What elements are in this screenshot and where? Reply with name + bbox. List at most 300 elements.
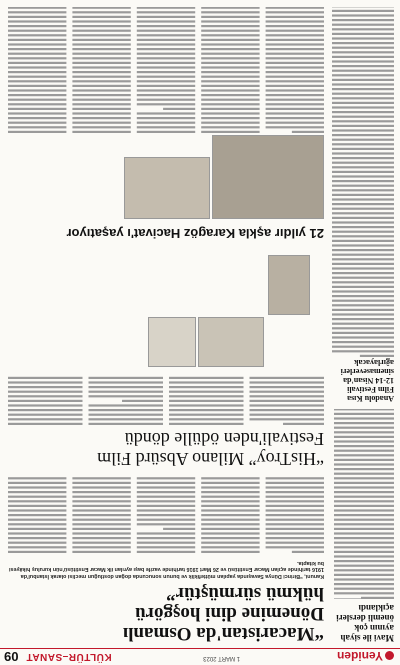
sidebar-a-body-lines [334,409,394,599]
text-line [137,62,195,64]
text-line [201,112,259,114]
text-line [266,11,324,13]
text-line [332,171,394,173]
text-line [72,16,130,18]
text-line [72,108,130,110]
text-line [334,578,394,580]
text-line [8,409,83,411]
text-line [8,395,83,397]
text-line [266,103,324,105]
text-line [201,477,259,479]
text-line [169,391,244,393]
text-line [334,422,394,424]
text-line [332,189,394,191]
text-line [332,106,394,108]
text-line [334,409,394,410]
text-line [72,528,130,530]
text-line [332,157,394,159]
text-line [201,546,259,548]
text-line [72,43,130,45]
text-line [334,514,394,516]
text-line [8,491,66,493]
text-line [137,57,195,59]
text-line [8,514,66,516]
text-line [201,103,259,105]
text-line [334,592,394,594]
text-line [8,546,66,548]
text-line [8,43,66,45]
text-line [137,523,195,525]
text-line [201,7,259,9]
text-line [72,537,130,539]
text-line [334,528,394,530]
text-line [334,546,394,548]
text-line [8,391,83,393]
text-line [137,537,195,539]
text-line [169,400,244,402]
text-line [334,565,394,567]
text-line [360,355,394,357]
text-line [8,39,66,41]
text-line [201,496,259,498]
text-line [8,386,83,388]
text-line [137,542,195,544]
text-line [266,519,324,521]
text-line [266,537,324,539]
bottom-photo-2 [124,157,210,219]
text-line [72,496,130,498]
text-line [332,120,394,122]
text-line [8,16,66,18]
text-line [89,414,164,416]
text-line [332,295,394,297]
text-line [334,413,394,415]
text-line [266,57,324,59]
text-line [334,551,394,553]
text-line [72,546,130,548]
text-line [201,34,259,36]
text-line [332,125,394,127]
text-line [334,569,394,571]
text-line [8,117,66,119]
text-line [72,491,130,493]
text-line [201,551,259,553]
text-line [137,486,195,488]
film-body [8,255,324,425]
text-line [8,112,66,114]
text-line [137,514,195,516]
text-line [334,491,394,493]
text-line [266,482,324,484]
text-line [8,509,66,511]
text-line [137,131,195,133]
text-line [72,71,130,73]
text-line [137,103,195,105]
text-line [8,418,83,420]
text-line [72,7,130,9]
text-line [72,122,130,124]
text-line [332,235,394,237]
text-line [201,108,259,110]
sidebar-a-body [334,409,394,599]
text-line [332,10,394,12]
text-line [72,11,130,13]
text-line [201,89,259,91]
text-line [8,66,66,68]
text-line [137,491,195,493]
text-line [89,404,164,406]
text-line [137,43,195,45]
text-line [250,400,325,402]
text-line [332,304,394,306]
text-line [137,94,195,96]
text-line [163,528,195,530]
text-line [72,514,130,516]
text-line [332,249,394,251]
text-line [332,134,394,136]
text-line [332,143,394,145]
text-line [201,76,259,78]
text-line [8,477,66,479]
main-headline: “Macaristan'da Osmanlı Dönemine dini hoşgörü hükmü sürmüştür” [122,583,324,644]
text-line [266,7,324,9]
text-line [334,537,394,539]
text-line [137,496,195,498]
text-line [332,102,394,104]
text-line [72,62,130,64]
text-line [332,332,394,334]
text-line [137,25,195,27]
text-line [266,34,324,36]
text-line [137,30,195,32]
text-line [137,76,195,78]
text-line [332,290,394,292]
text-line [137,477,195,479]
text-line [137,34,195,36]
text-line [266,126,324,128]
text-line [250,377,325,379]
text-line [266,20,324,22]
text-line [72,25,130,27]
text-line [332,244,394,246]
text-line [332,309,394,311]
text-line [332,198,394,200]
brand-logo: Yeniden [337,649,394,663]
text-line [8,34,66,36]
text-line [8,80,66,82]
text-line [72,112,130,114]
text-line [72,477,130,479]
text-line [334,445,394,447]
text-line [201,486,259,488]
text-line [332,139,394,141]
text-line [332,65,394,67]
text-line [201,505,259,507]
text-line [334,486,394,488]
text-line [201,57,259,59]
text-line [89,391,164,393]
text-line [8,122,66,124]
text-line [332,300,394,302]
text-line [334,477,394,479]
text-line [122,400,163,402]
text-line [250,395,325,397]
text-line [283,423,324,425]
text-line [72,126,130,128]
sidebar-b-headline: Anadolu Kısa Film Festivali 12-14 Nisan'da sinemaseverleri ağırlayacak [340,358,394,403]
text-line [332,313,394,315]
text-line [137,89,195,91]
text-line [137,546,195,548]
text-line [334,459,394,461]
text-line [201,509,259,511]
text-line [332,152,394,154]
text-line [334,588,394,590]
text-line [332,79,394,81]
text-line [8,94,66,96]
text-line [72,76,130,78]
text-line [332,47,394,49]
text-line [201,16,259,18]
text-line [137,519,195,521]
text-line [332,272,394,274]
text-line [332,14,394,16]
text-line [332,258,394,260]
text-line [332,226,394,228]
text-line [332,28,394,30]
text-line [266,66,324,68]
text-line [72,85,130,87]
text-line [8,57,66,59]
text-line [332,175,394,177]
text-line [266,30,324,32]
text-line [332,42,394,44]
text-line [201,66,259,68]
text-line [266,496,324,498]
text-line [332,286,394,288]
text-line [332,111,394,113]
text-line [8,48,66,50]
text-line [334,427,394,429]
text-line [266,117,324,119]
text-line [201,126,259,128]
text-line [201,491,259,493]
text-line [72,89,130,91]
text-line [72,505,130,507]
text-line [137,482,195,484]
text-line [8,423,83,425]
text-line [266,80,324,82]
text-line [8,486,66,488]
text-line [89,395,164,397]
text-line [8,126,66,128]
text-line [332,162,394,164]
text-line [169,418,244,420]
text-line [332,116,394,118]
text-line [334,555,394,557]
text-line [266,500,324,502]
text-line [332,56,394,58]
text-line [72,39,130,41]
text-line [266,505,324,507]
bottom-body-lines [8,7,324,133]
text-line [201,117,259,119]
text-line [332,33,394,35]
text-line [332,70,394,72]
text-line [334,454,394,456]
text-line [361,597,394,599]
text-line [201,20,259,22]
text-line [201,11,259,13]
text-line [332,212,394,214]
text-line [266,542,324,544]
text-line [334,583,394,585]
text-line [332,180,394,182]
text-line [137,500,195,502]
text-line [332,336,394,338]
text-line [8,99,66,101]
text-line [266,25,324,27]
text-line [137,66,195,68]
text-line [137,551,195,553]
text-line [201,500,259,502]
text-line [201,30,259,32]
text-line [89,423,164,425]
text-line [72,66,130,68]
text-line [169,386,244,388]
text-line [8,377,83,379]
text-line [8,400,83,402]
text-line [266,122,324,124]
text-line [201,62,259,64]
text-line [137,16,195,18]
text-line [201,48,259,50]
text-line [8,381,83,383]
text-line [332,346,394,348]
text-line [334,560,394,562]
text-line [334,417,394,419]
text-line [137,39,195,41]
text-line [334,436,394,438]
text-line [137,112,195,114]
text-line [266,514,324,516]
text-line [332,19,394,21]
text-line [8,7,66,9]
text-line [8,500,66,502]
text-line [266,89,324,91]
text-line [201,122,259,124]
text-line [72,57,130,59]
text-line [266,486,324,488]
text-line [334,523,394,525]
issue-date: 1 MART 2023 [203,655,240,661]
text-line [137,505,195,507]
text-line [169,395,244,397]
text-line [8,53,66,55]
text-line [8,404,83,406]
text-line [332,318,394,320]
text-line [72,99,130,101]
text-line [8,108,66,110]
text-line [250,391,325,393]
text-line [72,48,130,50]
text-line [266,62,324,64]
text-line [266,532,324,534]
text-line [332,267,394,269]
text-line [8,542,66,544]
text-line [8,505,66,507]
text-line [137,126,195,128]
text-line [250,381,325,383]
text-line [266,71,324,73]
text-line [8,523,66,525]
text-line [334,500,394,502]
text-line [332,88,394,90]
text-line [137,7,195,9]
text-line [332,148,394,150]
text-line [266,94,324,96]
text-line [8,62,66,64]
text-line [201,99,259,101]
text-line [201,71,259,73]
text-line [137,117,195,119]
text-line [266,53,324,55]
text-line [169,381,244,383]
text-line [332,185,394,187]
text-line [332,37,394,39]
text-line [89,418,164,420]
text-line [72,532,130,534]
text-line [201,94,259,96]
text-line [201,532,259,534]
text-line [8,85,66,87]
text-line [334,505,394,507]
film-headline: “HisTroy” Milano Absürd Film Festivali'nden ödülle döndü [97,429,324,469]
text-line [334,473,394,475]
text-line [332,194,394,196]
text-line [201,39,259,41]
text-line [250,409,325,411]
text-line [8,519,66,521]
text-line [72,117,130,119]
text-line [201,85,259,87]
text-line [332,221,394,223]
text-line [332,277,394,279]
sidebar-b-body-lines [332,7,394,357]
text-line [89,386,164,388]
text-line [137,99,195,101]
text-line [137,53,195,55]
text-line [89,409,164,411]
text-line [201,523,259,525]
text-line [332,323,394,325]
text-line [169,414,244,416]
text-line [137,85,195,87]
film-body-lines [8,255,324,425]
text-line [332,74,394,76]
text-line [334,450,394,452]
text-line [266,477,324,479]
text-line [334,542,394,544]
text-line [201,43,259,45]
text-line [137,509,195,511]
brand-dot-icon [385,651,394,660]
text-line [332,263,394,265]
text-line [250,414,325,416]
text-line [8,551,66,553]
text-line [169,377,244,379]
text-line [8,11,66,13]
